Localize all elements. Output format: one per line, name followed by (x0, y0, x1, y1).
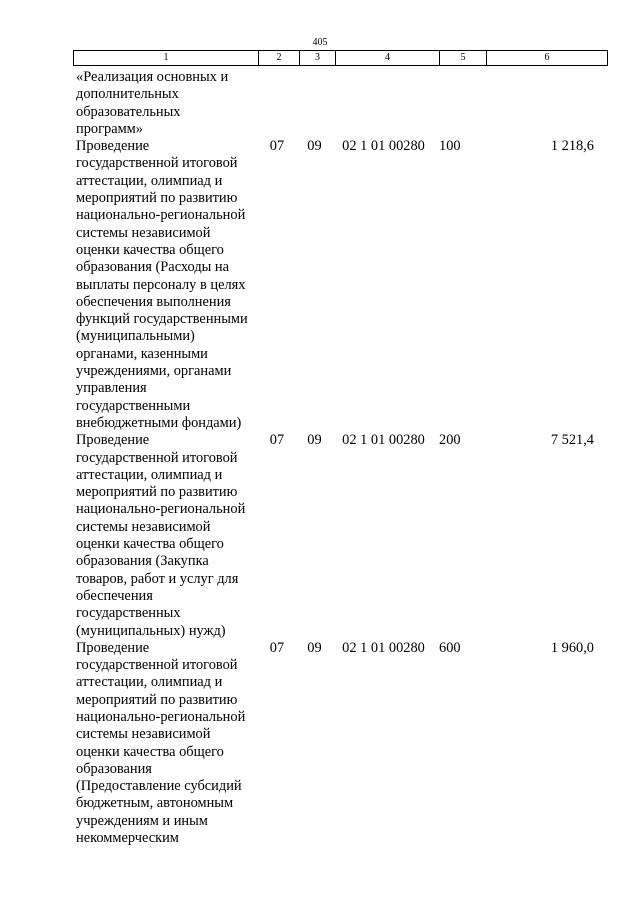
expense-type-code: 200 (439, 432, 461, 449)
subsection-code: 09 (307, 138, 322, 155)
header-col-3: 3 (300, 51, 336, 66)
description-line: некоммерческим (76, 830, 179, 847)
section-code: 07 (269, 639, 285, 656)
section-code: 07 (269, 432, 285, 449)
row-description (73, 432, 257, 640)
description-line: товаров, работ и услуг для (76, 570, 239, 587)
subsection-code: 09 (307, 432, 322, 449)
section-code: 07 (269, 138, 285, 155)
description-line: национально-региональной (76, 708, 246, 725)
column-number-header (73, 50, 608, 66)
description-line: Проведение (76, 138, 150, 155)
table-row (73, 69, 608, 138)
description-line: выплаты персоналу в целях (76, 276, 246, 293)
section-code (257, 69, 297, 138)
description-line: образовательных (76, 103, 181, 120)
amount-value (481, 69, 608, 138)
target-article-code: 02 1 01 00280 (342, 138, 425, 155)
description-line: государственных (76, 605, 181, 622)
amount-value: 7 521,4 (550, 432, 594, 449)
row-description (73, 640, 257, 848)
description-line: мероприятий по развитию (76, 190, 238, 207)
description-line: оценки качества общего (76, 743, 224, 760)
description-line: дополнительных (76, 86, 179, 103)
description-line: (муниципальных) нужд) (76, 622, 226, 639)
description-line: аттестации, олимпиад и (76, 172, 223, 189)
description-line: мероприятий по развитию (76, 484, 238, 501)
amount-value: 1 218,6 (550, 138, 594, 155)
table-row (73, 432, 608, 640)
description-line: государственными (76, 397, 191, 414)
description-line: государственной итоговой (76, 155, 238, 172)
description-line: обеспечения (76, 587, 153, 604)
subsection-code: 09 (307, 639, 322, 656)
target-article-code: 02 1 01 00280 (342, 639, 425, 656)
description-line: образования (Расходы на (76, 259, 229, 276)
header-col-6: 6 (487, 51, 608, 66)
header-col-5: 5 (440, 51, 487, 66)
page-number: 405 (312, 37, 328, 48)
description-line: образования (76, 760, 152, 777)
row-description (73, 138, 257, 432)
description-line: системы независимой (76, 726, 211, 743)
description-line: «Реализация основных и (76, 69, 229, 85)
description-line: оценки качества общего (76, 241, 224, 258)
description-line: национально-региональной (76, 501, 246, 518)
description-line: мероприятий по развитию (76, 691, 238, 708)
subsection-code (297, 69, 332, 138)
row-description (73, 69, 257, 138)
header-col-2: 2 (259, 51, 300, 66)
target-article-code (332, 69, 435, 138)
description-line: Проведение (76, 432, 150, 449)
description-line: (Предоставление субсидий (76, 778, 242, 795)
description-line: (муниципальными) (76, 328, 195, 345)
description-line: обеспечения выполнения (76, 293, 231, 310)
description-line: бюджетным, автономным (76, 795, 234, 812)
description-line: Проведение (76, 639, 150, 656)
header-col-1: 1 (74, 51, 259, 66)
description-line: аттестации, олимпиад и (76, 674, 223, 691)
description-line: системы независимой (76, 518, 211, 535)
description-line: внебюджетными фондами) (76, 414, 242, 431)
description-line: органами, казенными (76, 345, 208, 362)
budget-table (73, 69, 608, 847)
header-col-4: 4 (336, 51, 440, 66)
target-article-code: 02 1 01 00280 (342, 432, 425, 449)
description-line: учреждениям и иным (76, 812, 208, 829)
description-line: образования (Закупка (76, 553, 209, 570)
amount-value: 1 960,0 (550, 639, 594, 656)
description-line: функций государственными (76, 311, 248, 328)
description-line: управления (76, 380, 147, 397)
table-row (73, 640, 608, 848)
budget-table-body (73, 69, 608, 847)
description-line: аттестации, олимпиад и (76, 466, 223, 483)
description-line: оценки качества общего (76, 536, 224, 553)
description-line: учреждениями, органами (76, 363, 232, 380)
description-line: государственной итоговой (76, 449, 238, 466)
expense-type-code (435, 69, 481, 138)
table-row (73, 138, 608, 432)
description-line: национально-региональной (76, 207, 246, 224)
description-line: программ» (76, 120, 143, 137)
expense-type-code: 600 (439, 639, 461, 656)
description-line: государственной итоговой (76, 657, 238, 674)
description-line: системы независимой (76, 224, 211, 241)
expense-type-code: 100 (439, 138, 461, 155)
